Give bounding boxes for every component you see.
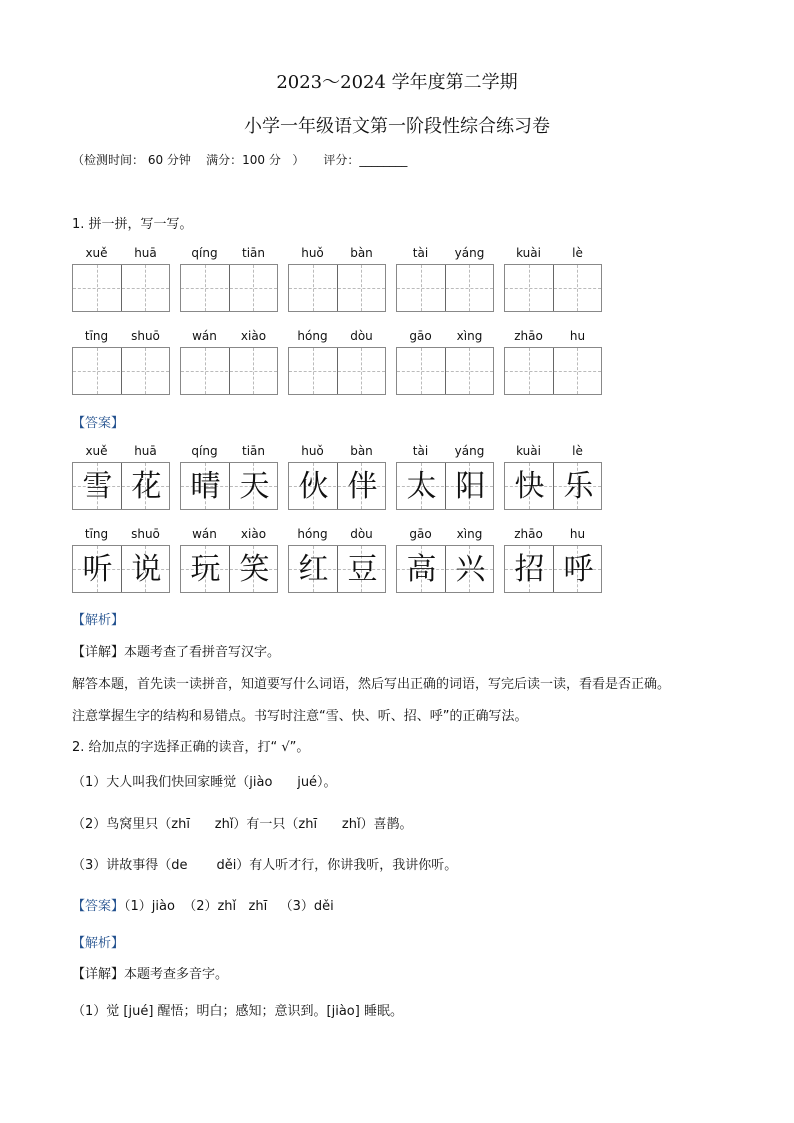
q2-answer-line (72, 895, 334, 914)
grid-guide-line (73, 371, 169, 372)
answer-character: 玩 (190, 552, 221, 587)
exam-meta: （检测时间： 60 分钟 满分：100 分 ） 评分：________ (72, 153, 408, 167)
answer-character: 乐 (563, 469, 594, 504)
q1-prompt: 1. 拼一拼，写一写。 (72, 217, 193, 232)
exam-subtitle: 小学一年级语文第一阶段性综合练习卷 (244, 116, 550, 137)
pinyin-label: bàn (350, 444, 373, 458)
pinyin-label: xìng (456, 329, 483, 343)
explain-line-1: 解答本题，首先读一读拼音，知道要写什么词语，然后写出正确的词语，写完后读一读，看看是否正确。 (72, 677, 671, 692)
answer-character: 红 (298, 552, 329, 587)
answer-character: 笑 (239, 552, 270, 587)
answer-character: 花 (131, 469, 162, 504)
pinyin-label: tài (412, 246, 429, 260)
detail-text: 本题考查了看拼音写汉字。 (124, 645, 281, 660)
pinyin-label: xìng (456, 527, 483, 541)
writing-box (288, 545, 386, 593)
pinyin-label: kuài (516, 246, 541, 260)
q2-answer: （1）jiào （2）zhǐ zhī （3）děi (124, 899, 334, 914)
q2-detail-label: 【详解】 (72, 967, 125, 982)
q2-item-1: （1）大人叫我们快回家睡觉（jiào jué）。 (72, 775, 337, 790)
pinyin-label: dòu (350, 527, 373, 541)
pinyin-label: kuài (516, 444, 541, 458)
answer-character: 雪 (82, 469, 113, 504)
pinyin-label: tīng (84, 527, 109, 541)
pinyin-label: lè (572, 444, 583, 458)
pinyin-label: gāo (409, 527, 432, 541)
grid-guide-line (397, 288, 493, 289)
analysis-label: 【解析】 (72, 613, 125, 628)
answer-character: 说 (131, 552, 162, 587)
pinyin-label: lè (572, 246, 583, 260)
pinyin-label: xuě (85, 444, 108, 458)
writing-box[interactable] (504, 347, 602, 395)
grid-guide-line (505, 371, 601, 372)
grid-guide-line (289, 288, 385, 289)
q2-detail-text: 本题考查多音字。 (124, 967, 229, 982)
q2-detail-line (72, 963, 228, 982)
pinyin-label: hu (569, 329, 586, 343)
answer-character: 太 (406, 469, 437, 504)
q2-answer-label: 【答案】 (72, 899, 125, 914)
pinyin-label: gāo (409, 329, 432, 343)
answer-character: 伴 (347, 469, 378, 504)
pinyin-label: yáng (454, 246, 485, 260)
pinyin-label: shuō (131, 329, 160, 343)
detail-label: 【详解】 (72, 645, 125, 660)
pinyin-label: tiān (242, 444, 265, 458)
pinyin-label: hóng (297, 329, 328, 343)
answer-label: 【答案】 (72, 416, 125, 431)
writing-box (72, 545, 170, 593)
pinyin-label: xuě (85, 246, 108, 260)
writing-box[interactable] (396, 347, 494, 395)
writing-box[interactable] (396, 264, 494, 312)
writing-box[interactable] (288, 264, 386, 312)
writing-box (180, 545, 278, 593)
writing-box[interactable] (72, 347, 170, 395)
pinyin-label: tài (412, 444, 429, 458)
writing-box (288, 462, 386, 510)
writing-box (396, 545, 494, 593)
pinyin-label: qíng (191, 246, 218, 260)
answer-character: 晴 (190, 469, 221, 504)
pinyin-label: xiào (240, 329, 267, 343)
writing-box (396, 462, 494, 510)
pinyin-label: dòu (350, 329, 373, 343)
answer-character: 高 (406, 552, 437, 587)
writing-box (72, 462, 170, 510)
pinyin-label: wán (192, 527, 217, 541)
explain-line-2: 注意掌握生字的结构和易错点。书写时注意“雪、快、听、招、呼”的正确写法。 (72, 709, 528, 724)
answer-character: 伙 (298, 469, 329, 504)
pinyin-label: wán (192, 329, 217, 343)
writing-box[interactable] (504, 264, 602, 312)
pinyin-label: yáng (454, 444, 485, 458)
writing-box (504, 545, 602, 593)
pinyin-label: shuō (131, 527, 160, 541)
answer-character: 快 (514, 469, 545, 504)
pinyin-label: huā (134, 246, 157, 260)
pinyin-label: xiào (240, 527, 267, 541)
answer-character: 天 (239, 469, 270, 504)
grid-guide-line (505, 288, 601, 289)
q2-analysis-label: 【解析】 (72, 936, 125, 951)
writing-box (180, 462, 278, 510)
answer-character: 豆 (347, 552, 378, 587)
pinyin-label: huā (134, 444, 157, 458)
writing-box[interactable] (72, 264, 170, 312)
q2-item-3: （3）讲故事得（de děi）有人听才行，你讲我听，我讲你听。 (72, 858, 458, 873)
answer-character: 招 (514, 552, 545, 587)
writing-box[interactable] (180, 347, 278, 395)
grid-guide-line (181, 371, 277, 372)
writing-box[interactable] (288, 347, 386, 395)
pinyin-label: huǒ (301, 246, 324, 260)
q2-item-2: （2）鸟窝里只（zhī zhǐ）有一只（zhī zhǐ）喜鹊。 (72, 817, 413, 832)
writing-box (504, 462, 602, 510)
pinyin-label: zhāo (514, 527, 543, 541)
pinyin-label: tiān (242, 246, 265, 260)
pinyin-label: bàn (350, 246, 373, 260)
pinyin-label: hu (569, 527, 586, 541)
pinyin-label: tīng (84, 329, 109, 343)
answer-character: 兴 (455, 552, 486, 587)
exam-title: 2023～2024 学年度第二学期 (276, 72, 518, 93)
answer-character: 听 (82, 552, 113, 587)
pinyin-label: qíng (191, 444, 218, 458)
pinyin-label: zhāo (514, 329, 543, 343)
writing-box[interactable] (180, 264, 278, 312)
answer-character: 呼 (563, 552, 594, 587)
grid-guide-line (397, 371, 493, 372)
grid-guide-line (181, 288, 277, 289)
q2-prompt: 2. 给加点的字选择正确的读音，打“ √”。 (72, 740, 310, 755)
q2-detail-2: （1）觉 [jué] 醒悟；明白；感知；意识到。[jiào] 睡眠。 (72, 1004, 403, 1019)
answer-character: 阳 (455, 469, 486, 504)
grid-guide-line (73, 288, 169, 289)
pinyin-label: hóng (297, 527, 328, 541)
detail-line (72, 641, 280, 660)
pinyin-label: huǒ (301, 444, 324, 458)
grid-guide-line (289, 371, 385, 372)
